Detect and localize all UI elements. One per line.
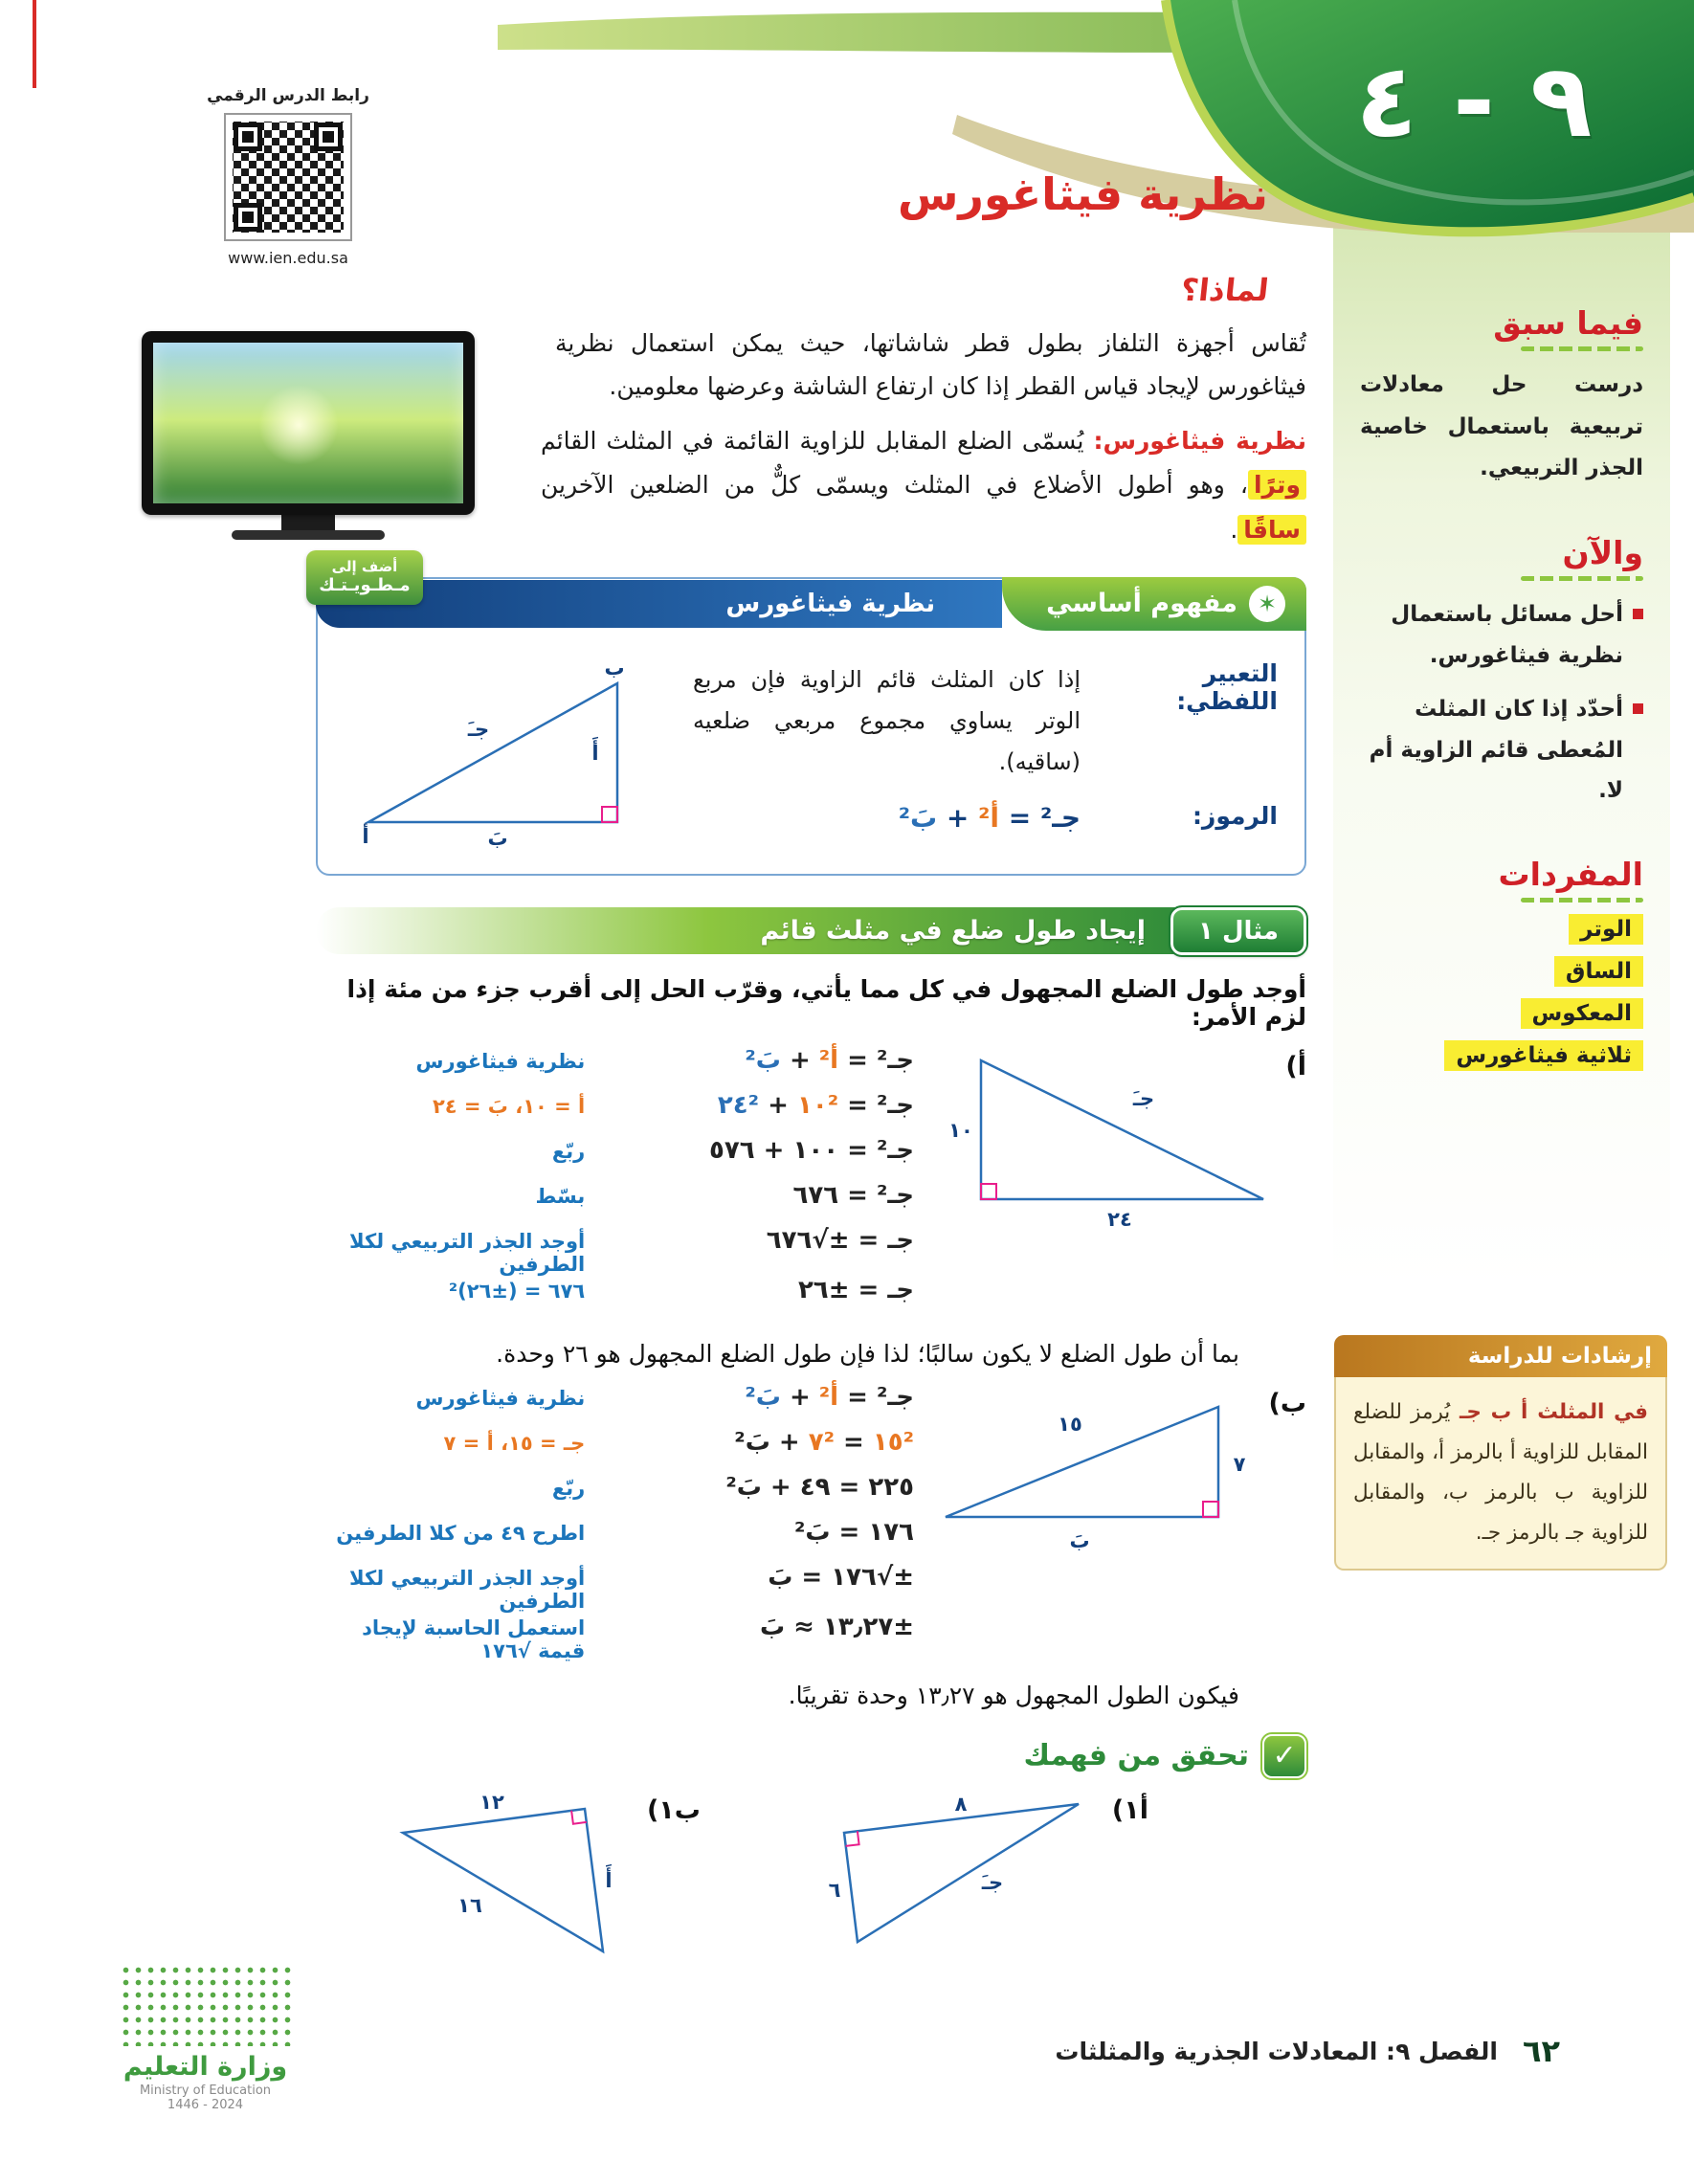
qr-corner-mark	[234, 203, 262, 232]
sidebar-now-item	[1360, 594, 1643, 676]
step-note: نظرية فيثاغورس	[415, 1386, 586, 1410]
part-b-label: ب)	[1268, 1388, 1306, 1418]
concept-triangle-area	[345, 659, 670, 855]
triangle-b-diagram	[931, 1383, 1261, 1560]
verbal-text: إذا كان المثلث قائم الزاوية فإن مربع الوتر يساوي مجموع مربعي ضلعيه (ساقيه).	[693, 665, 1081, 776]
vocab-list	[1360, 914, 1643, 1071]
triangle-a-left-label: ١٠	[948, 1118, 974, 1142]
chapter-title: الفصل ٩: المعادلات الجذرية والمثلثات	[1055, 2037, 1498, 2065]
step-note: أوجد الجذر التربيعي لكلا الطرفين	[349, 1566, 586, 1613]
part-a-conclusion: بما أن طول الضلع لا يكون سالبًا؛ لذا فإن طول الضلع المجهول هو ٢٦ وحدة.	[496, 1339, 1239, 1368]
vocab-item: الساق	[1554, 956, 1643, 987]
example-badge: مثال ١	[1170, 907, 1306, 955]
step-equation: جـ² = ١٠٠ + ٥٧٦	[708, 1135, 914, 1165]
starburst-icon: ✶	[1249, 586, 1285, 622]
checkmark-icon: ✓	[1262, 1734, 1306, 1778]
solution-steps-b	[316, 1383, 914, 1662]
triangle-b-side-label: ٧	[1233, 1452, 1245, 1476]
solution-step	[316, 1181, 914, 1226]
part-b-conclusion: فيكون الطول المجهول هو ١٣٫٢٧ وحدة تقريبًا.	[788, 1681, 1239, 1709]
concept-badge-label: مفهوم أساسي	[1046, 589, 1237, 619]
step-note: استعمل الحاسبة لإيجاد قيمة √١٧٦	[362, 1616, 586, 1662]
foldable-tab	[306, 550, 423, 605]
step-equation: جـ² = أ² + بَ²	[745, 1045, 914, 1075]
sidebar-prev-title: فيما سبق	[1493, 304, 1643, 342]
symbols-label: الرموز:	[1192, 802, 1278, 831]
right-angle-marker	[1203, 1502, 1218, 1517]
bullet-square-icon	[1633, 609, 1643, 619]
qr-box	[194, 86, 382, 267]
theorem-text-3: .	[1230, 515, 1238, 544]
theorem-text-1: يُسمّى الضلع المقابل للزاوية القائمة في المثلث القائم	[541, 427, 1094, 455]
check-problem-b	[379, 1790, 701, 1976]
concept-vertex-label: أ	[362, 824, 369, 848]
solution-steps-a	[316, 1046, 914, 1321]
sidebar-previously-section	[1360, 304, 1643, 490]
concept-box	[316, 557, 1306, 876]
foldable-tab-line1: أضف إلى	[331, 557, 398, 575]
study-tip-lead: في المثلث أ ب جـ	[1450, 1400, 1649, 1424]
symbols-row	[693, 802, 1278, 834]
sidebar-now-title: والآن	[1562, 534, 1643, 572]
right-angle-marker	[981, 1184, 996, 1199]
qr-label: رابط الدرس الرقمي	[207, 86, 369, 105]
main-content	[316, 322, 1306, 1976]
triangle-b-base-label: بَ	[1068, 1528, 1090, 1552]
qr-corner-mark	[314, 123, 343, 151]
step-equation: جـ = ±√٦٧٦	[766, 1225, 914, 1255]
step-equation: ±√١٧٦ = بَ	[768, 1562, 914, 1592]
sidebar	[1333, 142, 1670, 1288]
triangle-a-hyp-label: جـَ	[1133, 1086, 1155, 1110]
solution-step	[316, 1518, 914, 1563]
ministry-logo	[107, 1964, 303, 2112]
step-equation: جـ² = ١٠² + ٢٤²	[717, 1090, 914, 1120]
triangle-outline	[403, 1809, 603, 1951]
edition-years: 2024 - 1446	[167, 2098, 244, 2112]
foldable-tab-line2: مـطـويـتـك	[319, 574, 411, 595]
step-note: ربّع	[551, 1476, 586, 1500]
highlight-hypotenuse-term: وترًا	[1248, 470, 1306, 500]
concept-box-header	[316, 577, 1306, 631]
vocab-item: الوتر	[1569, 914, 1643, 945]
qr-url: www.ien.edu.sa	[228, 249, 348, 267]
bullet-square-icon	[1633, 703, 1643, 714]
check-a-label: أ١)	[1111, 1794, 1148, 1825]
vocab-item: المعكوس	[1521, 998, 1643, 1029]
concept-title: نظرية فيثاغورس	[725, 589, 936, 618]
part-a-label: أ)	[1285, 1051, 1306, 1081]
sidebar-prev-text: درست حل معادلات تربيعية باستعمال خاصية الجذر التربيعي.	[1360, 372, 1643, 481]
sidebar-now-section	[1360, 534, 1643, 812]
symbols-equation: جـ² = أ² + بَ²	[898, 802, 1081, 835]
triangle-a-base-label: ٢٤	[1107, 1207, 1133, 1231]
decorative-underline	[1521, 898, 1643, 903]
solution-step	[316, 1428, 914, 1473]
check-a-left-label: ٦	[828, 1878, 841, 1902]
check-b-side-label: أَ	[605, 1868, 613, 1892]
step-equation: جـ² = ٦٧٦	[792, 1180, 914, 1210]
page-title: نظرية فيثاغورس	[897, 168, 1268, 220]
check-b-hyp-label: ١٦	[457, 1893, 482, 1917]
concept-badge	[1002, 577, 1306, 631]
right-angle-marker	[602, 807, 617, 822]
study-tip-header: إرشادات للدراسة	[1334, 1335, 1667, 1377]
vocab-item: ثلاثية فيثاغورس	[1444, 1040, 1643, 1071]
step-note: أ = ١٠، بَ = ٢٤	[432, 1094, 586, 1118]
example-title: إيجاد طول ضلع في مثلث قائم	[316, 907, 1188, 954]
concept-base-label: بَ	[487, 826, 508, 850]
check-a-top-label: ٨	[954, 1792, 968, 1816]
step-note: اطرح ٤٩ من كلا الطرفين	[336, 1521, 586, 1545]
theorem-label: نظرية فيثاغورس:	[1093, 427, 1306, 455]
check-understanding-label: تحقق من فهمك	[1023, 1739, 1249, 1773]
solution-step	[316, 1473, 914, 1518]
solution-step	[316, 1046, 914, 1091]
check-b-label: ب١)	[646, 1794, 701, 1825]
solution-step	[316, 1563, 914, 1613]
sidebar-now-list	[1360, 594, 1643, 812]
concept-box-body	[345, 659, 1278, 855]
solution-step	[316, 1136, 914, 1181]
lesson-number: ٩ - ٤	[1355, 42, 1593, 160]
decorative-underline	[1521, 346, 1643, 351]
check-problems	[316, 1790, 1306, 1976]
step-equation: ١٥² = ٧² + بَ²	[734, 1427, 914, 1457]
step-note: ٦٧٦ = (±٢٦)²	[448, 1279, 586, 1303]
check-problem-a	[815, 1790, 1148, 1976]
theorem-text-2: ، وهو أطول الأضلاع في المثلث ويسمّى كلٌّ من الضلعين الآخرين	[541, 471, 1248, 500]
step-equation: ٢٢٥ = ٤٩ + بَ²	[725, 1472, 914, 1502]
example-part-a	[316, 1046, 1306, 1321]
sidebar-now-item	[1360, 689, 1643, 812]
check-a-triangle	[815, 1790, 1103, 1962]
highlight-leg-term: ساقًا	[1237, 515, 1306, 545]
triangle-outline	[981, 1060, 1263, 1199]
intro-paragraph: تُقاس أجهزة التلفاز بطول قطر شاشاتها، حيث يمكن استعمال نظرية فيثاغورس لإيجاد قياس القطر إذا كان ارتفاع الشاشة وعرضها معلومين.	[555, 329, 1306, 400]
example-header	[316, 904, 1306, 958]
example-prompt: أوجد طول الضلع المجهول في كل مما يأتي، وقرّب الحل إلى أقرب جزء من مئة إذا لزم الأمر:	[346, 974, 1306, 1031]
triangle-a-diagram	[947, 1046, 1278, 1237]
ministry-name-arabic: وزارة التعليم	[123, 2052, 288, 2082]
verbal-expression-row	[693, 659, 1278, 784]
verbal-label: التعبير اللفظي:	[1176, 658, 1278, 715]
step-note: ربّع	[551, 1139, 586, 1163]
triangle-outline	[368, 683, 617, 822]
study-tip-body	[1334, 1377, 1667, 1571]
step-note: نظرية فيثاغورس	[415, 1049, 586, 1073]
concept-apex-label: ب	[604, 658, 625, 680]
triangle-b-hyp-label: ١٥	[1057, 1412, 1082, 1436]
step-note: جـ = ١٥، أ = ٧	[443, 1431, 586, 1455]
part-b-figure	[924, 1383, 1306, 1662]
step-equation: جـ = ±٢٦	[797, 1275, 914, 1304]
ministry-name-english: Ministry of Education	[139, 2084, 272, 2098]
solution-step	[316, 1613, 914, 1662]
why-label: لماذا؟	[1178, 272, 1270, 308]
concept-definitions	[693, 659, 1278, 855]
solution-step	[316, 1091, 914, 1136]
sidebar-now-item-text: أحل مسائل باستعمال نظرية فيثاغورس.	[1391, 602, 1623, 668]
qr-code	[224, 113, 352, 241]
step-equation: ١٧٦ = بَ²	[793, 1517, 914, 1547]
check-understanding-header	[316, 1734, 1306, 1778]
step-equation: ±١٣٫٢٧ ≈ بَ	[759, 1612, 914, 1641]
ministry-dots-graphic	[120, 1964, 292, 2046]
sidebar-vocab-section	[1360, 856, 1643, 1071]
step-note: أوجد الجذر التربيعي لكلا الطرفين	[349, 1229, 586, 1276]
theorem-paragraph	[316, 419, 1306, 552]
page-number: ٦٢	[1522, 2033, 1560, 2069]
triangle-outline	[844, 1804, 1079, 1942]
solution-step	[316, 1226, 914, 1276]
concept-hyp-label: جـَ	[467, 717, 490, 741]
check-b-triangle	[379, 1790, 637, 1976]
study-tip-box	[1334, 1335, 1667, 1571]
sidebar-vocab-title: المفردات	[1498, 855, 1643, 893]
sidebar-now-item-text: أحدّد إذا كان المثلث المُعطى قائم الزاوية أم لا.	[1369, 697, 1623, 804]
check-b-top-label: ١٢	[479, 1790, 504, 1814]
solution-step	[316, 1276, 914, 1321]
step-equation: جـ² = أ² + بَ²	[745, 1382, 914, 1412]
concept-side-label: أَ	[591, 741, 599, 765]
study-tip-text: يُرمز للضلع المقابل للزاوية أ بالرمز أ، والمقابل للزاوية ب بالرمز ب، والمقابل للزاوية جـ بالرمز جـ.	[1353, 1400, 1648, 1545]
decorative-underline	[1521, 576, 1643, 581]
check-a-hyp-label: جـَ	[981, 1870, 1004, 1894]
step-note: بسّط	[535, 1184, 586, 1208]
part-a-figure	[924, 1046, 1306, 1321]
qr-corner-mark	[234, 123, 262, 151]
solution-step	[316, 1383, 914, 1428]
example-part-b	[316, 1383, 1306, 1662]
concept-triangle-diagram	[354, 659, 670, 851]
page-footer	[1055, 2033, 1560, 2069]
